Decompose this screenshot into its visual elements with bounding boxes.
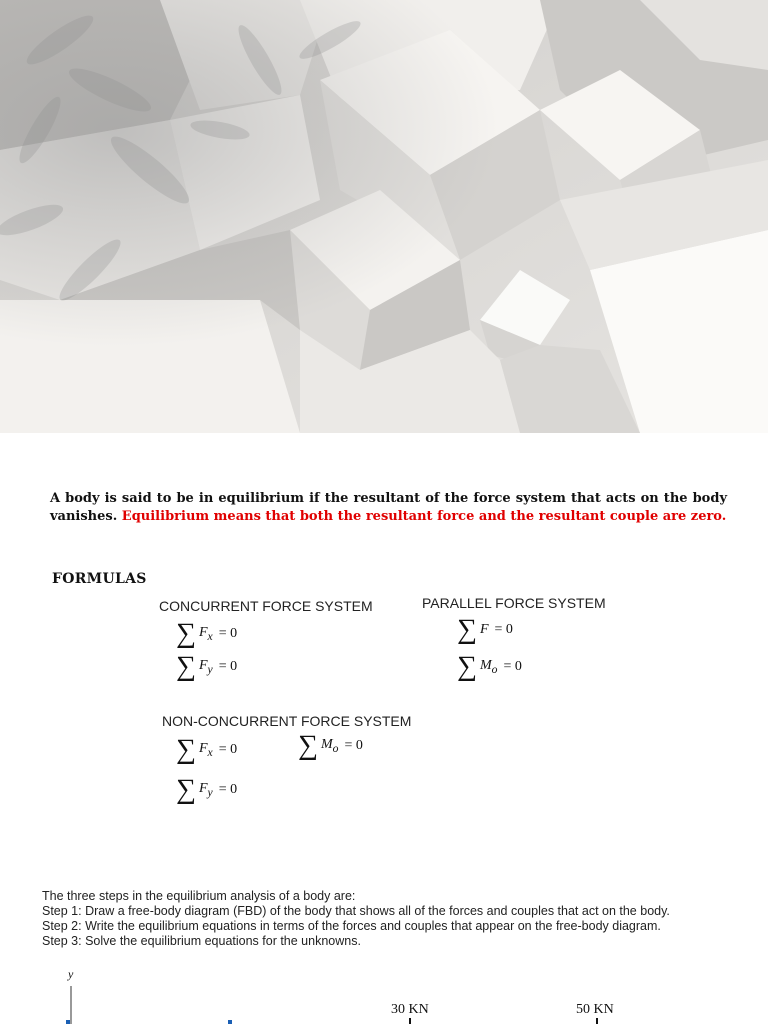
parallel-eq-mo: ∑ $M_o$ = 0 xyxy=(457,651,522,682)
sigma-icon: ∑ xyxy=(176,774,196,805)
beam-diagram xyxy=(0,962,768,1024)
load-1-label: 30 KN xyxy=(391,1002,429,1017)
formulas-heading: FORMULAS xyxy=(52,571,147,587)
hero-image xyxy=(0,0,768,433)
parallel-eq-f: ∑ F = 0 xyxy=(457,614,513,645)
intro-paragraph xyxy=(50,490,727,526)
nonconcurrent-eq-fy: ∑ $F_y$ = 0 xyxy=(176,774,238,805)
sigma-icon: ∑ xyxy=(457,651,477,682)
step-3: Step 3: Solve the equilibrium equations for the unknowns. xyxy=(42,934,361,948)
step-2: Step 2: Write the equilibrium equations in terms of the forces and couples that appear on the free-body diagram. xyxy=(42,919,661,933)
marker-left xyxy=(66,1020,70,1024)
concurrent-title: CONCURRENT FORCE SYSTEM xyxy=(159,598,373,614)
sigma-icon: ∑ xyxy=(457,614,477,645)
sigma-icon: ∑ xyxy=(176,618,196,649)
parallel-title: PARALLEL FORCE SYSTEM xyxy=(422,595,606,611)
diagram-lines xyxy=(0,962,768,1024)
steps-intro: The three steps in the equilibrium analysis of a body are: xyxy=(42,889,356,903)
sigma-icon: ∑ xyxy=(176,734,196,765)
step-1: Step 1: Draw a free-body diagram (FBD) of the body that shows all of the forces and couples that act on the body. xyxy=(42,904,670,918)
steps-block xyxy=(42,889,742,949)
nonconcurrent-eq-mo: ∑ $M_o$ = 0 xyxy=(298,730,363,761)
y-axis-label: y xyxy=(68,967,74,981)
intro-red-text: Equilibrium means that both the resultant force and the resultant couple are zero. xyxy=(121,509,727,524)
nonconcurrent-eq-fx: ∑ $F_x$ = 0 xyxy=(176,734,238,765)
concurrent-eq-fx: ∑ $F_x$ = 0 xyxy=(176,618,238,649)
nonconcurrent-title: NON-CONCURRENT FORCE SYSTEM xyxy=(162,713,412,729)
marker-mid xyxy=(228,1020,232,1024)
cubes-image xyxy=(0,0,768,433)
sigma-icon: ∑ xyxy=(298,730,318,761)
load-2-label: 50 KN xyxy=(576,1002,614,1017)
sigma-icon: ∑ xyxy=(176,651,196,682)
intro-black-text: A body is said to be in equilibrium if the resultant of the force system that acts on the body vanishes. xyxy=(50,491,727,524)
concurrent-eq-fy: ∑ $F_y$ = 0 xyxy=(176,651,238,682)
